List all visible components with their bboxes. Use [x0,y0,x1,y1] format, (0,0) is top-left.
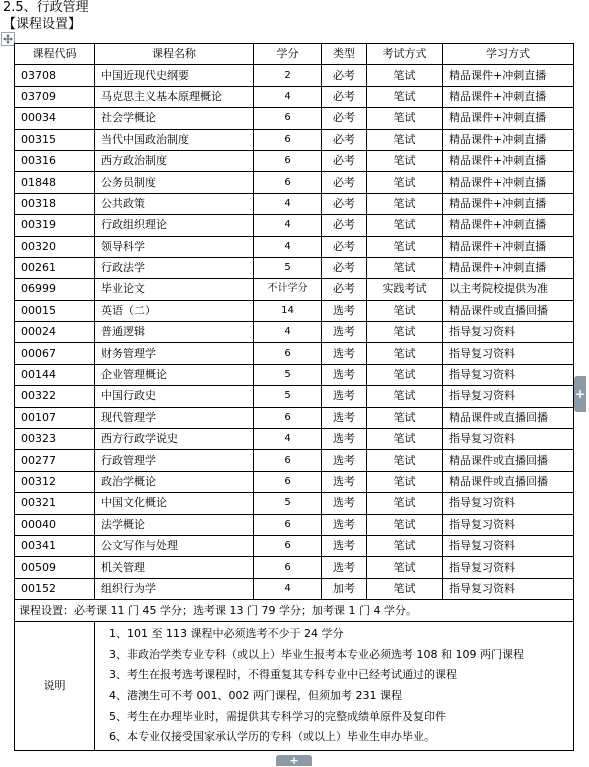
type-cell: 必考 [322,236,367,257]
study-method-cell: 精品课件+冲刺直播 [443,65,574,86]
course-code-cell: 00015 [15,300,95,321]
credit-cell: 4 [254,429,322,450]
course-code-cell: 00318 [15,193,95,214]
exam-method-cell: 笔试 [367,257,443,278]
type-cell: 选考 [322,514,367,535]
exam-method-cell: 笔试 [367,557,443,578]
type-cell: 必考 [322,150,367,171]
credit-cell: 6 [254,471,322,492]
course-code-cell: 00320 [15,236,95,257]
study-method-cell: 指导复习资料 [443,514,574,535]
type-cell: 必考 [322,257,367,278]
type-cell: 加考 [322,578,367,599]
course-code-cell: 00321 [15,493,95,514]
table-row [15,535,574,556]
summary-row [15,600,574,622]
exam-method-cell: 笔试 [367,65,443,86]
table-row [15,215,574,236]
table-row [15,322,574,343]
credit-cell: 6 [254,108,322,129]
exam-method-cell: 笔试 [367,172,443,193]
course-table-body [15,65,574,600]
study-method-cell: 指导复习资料 [443,343,574,364]
study-method-cell: 精品课件+冲刺直播 [443,215,574,236]
type-cell: 选考 [322,471,367,492]
study-method-cell: 指导复习资料 [443,578,574,599]
course-name-cell: 社会学概论 [95,108,254,129]
note-item: 3、非政治学类专业专科（或以上）毕业生报考本专业必须选考 108 和 109 两门课程 [109,647,524,661]
type-cell: 选考 [322,364,367,385]
table-row [15,407,574,428]
credit-cell: 4 [254,322,322,343]
credit-cell: 5 [254,493,322,514]
table-header-row [15,44,574,65]
course-code-cell: 00341 [15,535,95,556]
study-method-cell: 精品课件+冲刺直播 [443,172,574,193]
course-name-cell: 中国行政史 [95,386,254,407]
credit-cell: 4 [254,193,322,214]
exam-method-cell: 笔试 [367,450,443,471]
type-cell: 必考 [322,215,367,236]
credit-cell: 6 [254,557,322,578]
course-code-cell: 00107 [15,407,95,428]
type-cell: 必考 [322,65,367,86]
table-row [15,364,574,385]
course-code-cell: 01848 [15,172,95,193]
type-cell: 必考 [322,279,367,300]
column-header-name: 课程名称 [95,44,254,65]
course-code-cell: 00312 [15,471,95,492]
note-item: 3、考生在报考选考课程时，不得重复其专科专业中已经考试通过的课程 [109,668,457,682]
table-row [15,493,574,514]
exam-method-cell: 笔试 [367,322,443,343]
course-table [14,43,574,751]
exam-method-cell: 笔试 [367,215,443,236]
type-cell: 选考 [322,557,367,578]
study-method-cell: 指导复习资料 [443,322,574,343]
course-code-cell: 00319 [15,215,95,236]
exam-method-cell: 笔试 [367,108,443,129]
study-method-cell: 精品课件+冲刺直播 [443,150,574,171]
course-code-cell: 00509 [15,557,95,578]
course-name-cell: 马克思主义基本原理概论 [95,86,254,107]
study-method-cell: 精品课件+冲刺直播 [443,129,574,150]
notes-cell [95,622,574,751]
table-row [15,108,574,129]
credit-cell: 6 [254,535,322,556]
table-row [15,129,574,150]
table-row [15,193,574,214]
study-method-cell: 以主考院校提供为准 [443,279,574,300]
course-name-cell: 财务管理学 [95,343,254,364]
credit-cell: 4 [254,215,322,236]
type-cell: 选考 [322,300,367,321]
course-code-cell: 00034 [15,108,95,129]
course-name-cell: 现代管理学 [95,407,254,428]
course-name-cell: 政治学概论 [95,471,254,492]
credit-cell: 2 [254,65,322,86]
study-method-cell: 指导复习资料 [443,429,574,450]
course-code-cell: 00316 [15,150,95,171]
study-method-cell: 精品课件+冲刺直播 [443,108,574,129]
type-cell: 必考 [322,129,367,150]
note-item: 4、港澳生可不考 001、002 两门课程，但须加考 231 课程 [109,688,402,702]
course-code-cell: 03708 [15,65,95,86]
course-code-cell: 00261 [15,257,95,278]
credit-cell: 6 [254,150,322,171]
credit-cell: 不计学分 [254,279,322,300]
bottom-expand-tab[interactable]: + [276,755,312,766]
type-cell: 选考 [322,343,367,364]
type-cell: 选考 [322,450,367,471]
exam-method-cell: 实践考试 [367,279,443,300]
course-code-cell: 00067 [15,343,95,364]
course-code-cell: 00152 [15,578,95,599]
exam-method-cell: 笔试 [367,236,443,257]
type-cell: 必考 [322,86,367,107]
exam-method-cell: 笔试 [367,343,443,364]
type-cell: 必考 [322,108,367,129]
column-header-type: 类型 [322,44,367,65]
notes-row [15,622,574,751]
course-name-cell: 组织行为学 [95,578,254,599]
credit-cell: 6 [254,343,322,364]
credit-cell: 5 [254,257,322,278]
type-cell: 必考 [322,193,367,214]
study-method-cell: 精品课件+冲刺直播 [443,193,574,214]
course-name-cell: 行政管理学 [95,450,254,471]
course-name-cell: 中国近现代史纲要 [95,65,254,86]
study-method-cell: 指导复习资料 [443,493,574,514]
credit-cell: 6 [254,129,322,150]
note-item: 1、101 至 113 课程中必须选考不少于 24 学分 [109,627,344,641]
table-row [15,300,574,321]
course-name-cell: 英语（二） [95,300,254,321]
course-name-cell: 中国文化概论 [95,493,254,514]
course-code-cell: 03709 [15,86,95,107]
course-code-cell: 00277 [15,450,95,471]
credit-cell: 6 [254,514,322,535]
type-cell: 选考 [322,535,367,556]
type-cell: 选考 [322,493,367,514]
study-method-cell: 精品课件+冲刺直播 [443,86,574,107]
side-expand-tab[interactable]: + [574,376,586,412]
study-method-cell: 指导复习资料 [443,364,574,385]
study-method-cell: 精品课件或直播回播 [443,300,574,321]
course-name-cell: 西方行政学说史 [95,429,254,450]
column-header-code: 课程代码 [15,44,95,65]
exam-method-cell: 笔试 [367,429,443,450]
table-row [15,236,574,257]
table-row [15,257,574,278]
exam-method-cell: 笔试 [367,471,443,492]
exam-method-cell: 笔试 [367,150,443,171]
course-name-cell: 法学概论 [95,514,254,535]
course-name-cell: 公共政策 [95,193,254,214]
study-method-cell: 指导复习资料 [443,386,574,407]
study-method-cell: 指导复习资料 [443,535,574,556]
table-row [15,343,574,364]
course-code-cell: 00323 [15,429,95,450]
table-row [15,150,574,171]
type-cell: 必考 [322,172,367,193]
summary-text: 课程设置：必考课 11 门 45 学分；选考课 13 门 79 学分；加考课 1 门 4 学分。 [15,600,574,622]
table-row [15,86,574,107]
course-code-cell: 06999 [15,279,95,300]
column-header-study: 学习方式 [443,44,574,65]
table-row [15,450,574,471]
study-method-cell: 指导复习资料 [443,557,574,578]
course-name-cell: 毕业论文 [95,279,254,300]
exam-method-cell: 笔试 [367,300,443,321]
column-header-exam: 考试方式 [367,44,443,65]
exam-method-cell: 笔试 [367,86,443,107]
study-method-cell: 精品课件+冲刺直播 [443,257,574,278]
course-code-cell: 00315 [15,129,95,150]
section-heading: 2.5、行政管理 [3,0,89,15]
table-row [15,279,574,300]
exam-method-cell: 笔试 [367,193,443,214]
study-method-cell: 精品课件+冲刺直播 [443,236,574,257]
study-method-cell: 精品课件或直播回播 [443,471,574,492]
table-row [15,386,574,407]
credit-cell: 6 [254,450,322,471]
course-code-cell: 00322 [15,386,95,407]
exam-method-cell: 笔试 [367,493,443,514]
note-item: 6、本专业仅接受国家承认学历的专科（或以上）毕业生申办毕业。 [109,730,435,744]
course-name-cell: 普通逻辑 [95,322,254,343]
course-name-cell: 机关管理 [95,557,254,578]
type-cell: 选考 [322,429,367,450]
table-row [15,514,574,535]
course-name-cell: 企业管理概论 [95,364,254,385]
table-row [15,557,574,578]
table-row [15,65,574,86]
exam-method-cell: 笔试 [367,535,443,556]
credit-cell: 4 [254,578,322,599]
exam-method-cell: 笔试 [367,578,443,599]
note-item: 5、考生在办理毕业时，需提供其专科学习的完整成绩单原件及复印件 [109,709,446,723]
notes-label: 说明 [15,622,95,751]
course-name-cell: 公务员制度 [95,172,254,193]
course-code-cell: 00040 [15,514,95,535]
course-name-cell: 行政组织理论 [95,215,254,236]
exam-method-cell: 笔试 [367,129,443,150]
course-settings-heading: 【课程设置】 [3,17,82,32]
exam-method-cell: 笔试 [367,407,443,428]
exam-method-cell: 笔试 [367,514,443,535]
course-code-cell: 00024 [15,322,95,343]
exam-method-cell: 笔试 [367,386,443,407]
credit-cell: 4 [254,86,322,107]
course-name-cell: 西方政治制度 [95,150,254,171]
move-handle-icon[interactable] [1,32,15,46]
credit-cell: 6 [254,407,322,428]
table-row [15,429,574,450]
course-name-cell: 公文写作与处理 [95,535,254,556]
course-code-cell: 00144 [15,364,95,385]
type-cell: 选考 [322,407,367,428]
type-cell: 选考 [322,322,367,343]
credit-cell: 6 [254,172,322,193]
credit-cell: 5 [254,386,322,407]
exam-method-cell: 笔试 [367,364,443,385]
type-cell: 选考 [322,386,367,407]
credit-cell: 14 [254,300,322,321]
study-method-cell: 精品课件或直播回播 [443,450,574,471]
table-row [15,471,574,492]
table-row [15,578,574,599]
column-header-credit: 学分 [254,44,322,65]
course-name-cell: 当代中国政治制度 [95,129,254,150]
study-method-cell: 精品课件或直播回播 [443,407,574,428]
table-row [15,172,574,193]
credit-cell: 4 [254,236,322,257]
course-name-cell: 领导科学 [95,236,254,257]
credit-cell: 5 [254,364,322,385]
course-name-cell: 行政法学 [95,257,254,278]
